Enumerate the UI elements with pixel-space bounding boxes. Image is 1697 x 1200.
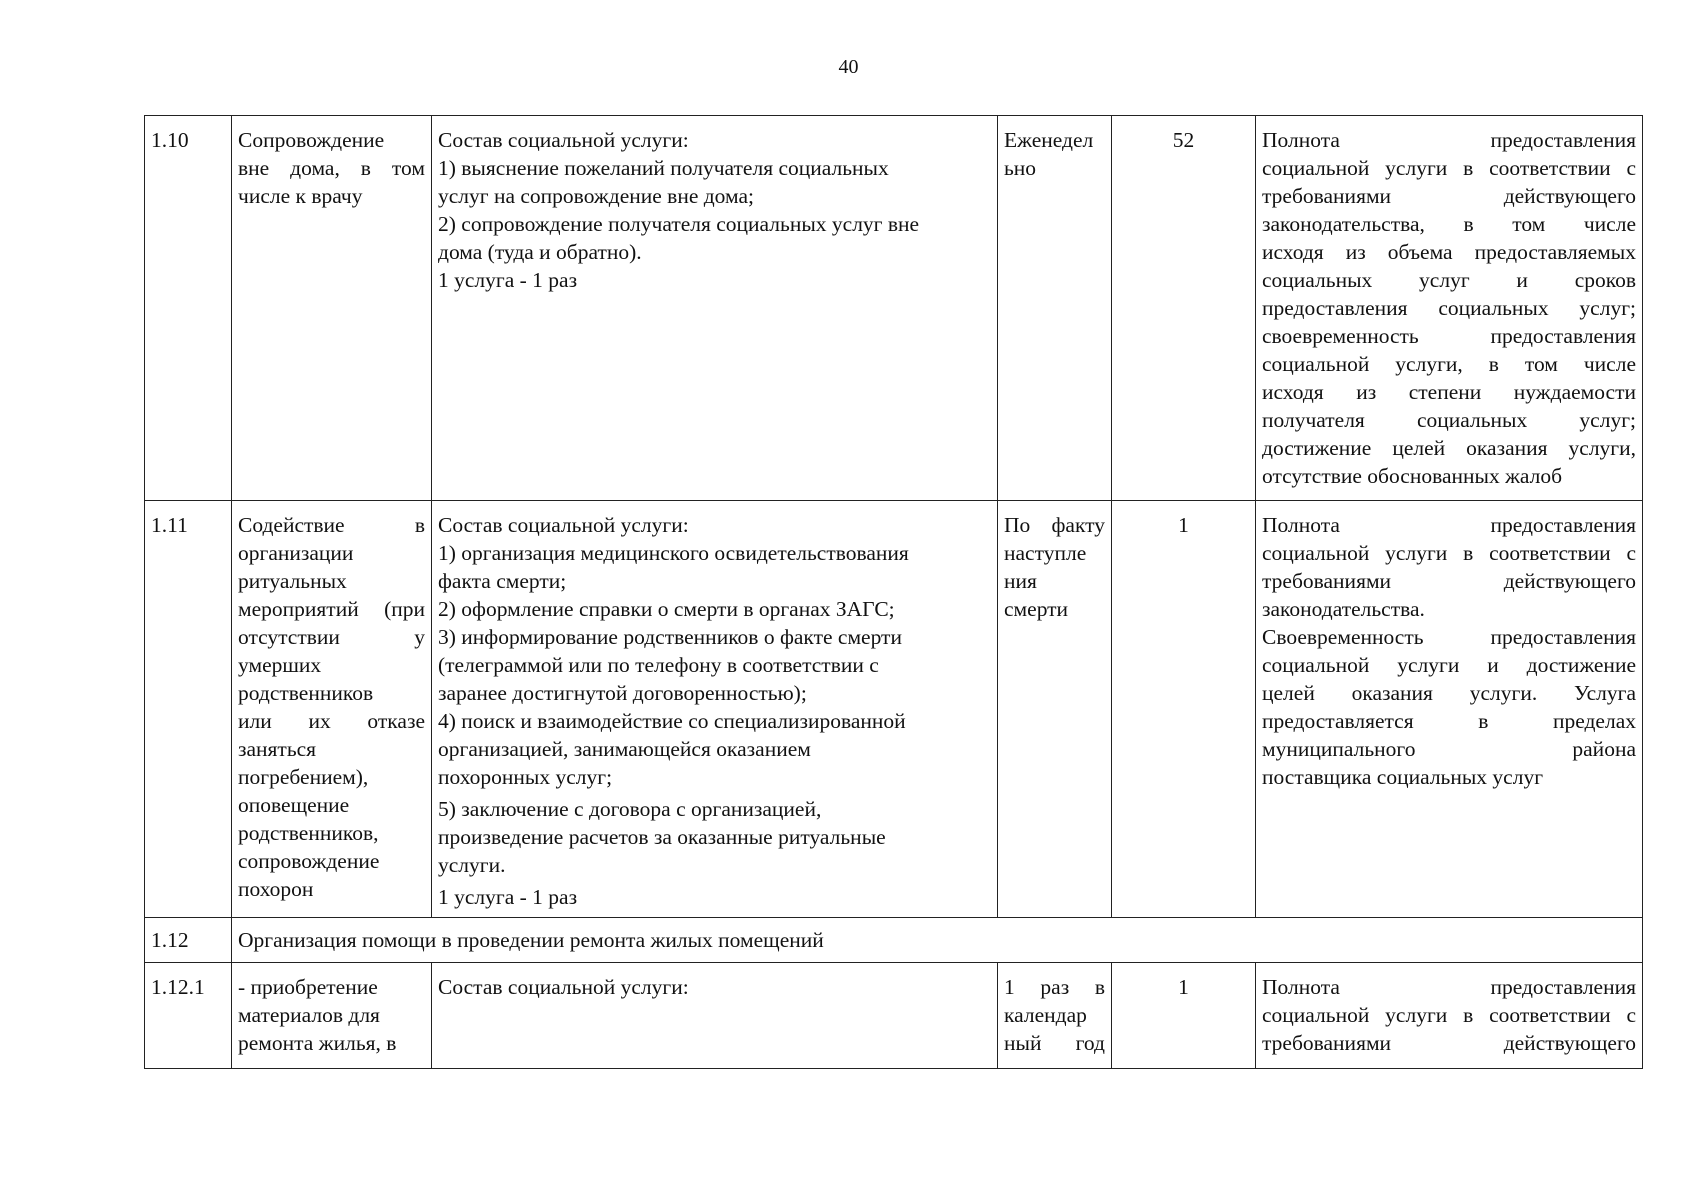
criteria-cell [1256, 116, 1643, 501]
description-line: Состав социальной услуги: [438, 513, 689, 537]
row-number: 1.10 [151, 128, 189, 152]
description-line: 2) оформление справки о смерти в органах ЗАГС; [438, 597, 895, 621]
description-line: произведение расчетов за оказанные ритуальные [438, 825, 886, 849]
section-title: Организация помощи в проведении ремонта жилых помещений [238, 928, 824, 952]
frequency-line: Еженедел [1004, 128, 1094, 152]
criteria-line: Полнота предоставления [1262, 975, 1636, 999]
row-number-cell [145, 963, 232, 1069]
service-name-cell [232, 116, 432, 501]
description-line: заранее достигнутой договоренностью); [438, 681, 807, 705]
description-line: 4) поиск и взаимодействие со специализированной [438, 709, 906, 733]
section-title-cell [232, 918, 1643, 963]
criteria-line: отсутствие обоснованных жалоб [1262, 464, 1563, 488]
description-line: организацией, занимающейся оказанием [438, 737, 811, 761]
table-row [145, 501, 1643, 918]
criteria-line: предоставляется в пределах [1262, 709, 1636, 733]
criteria-cell [1256, 963, 1643, 1069]
criteria-line: требованиями действующего [1262, 184, 1636, 208]
frequency-line: смерти [1004, 597, 1069, 621]
service-name-line: родственников, [238, 821, 379, 845]
description-line: 1 услуга - 1 раз [438, 268, 578, 292]
criteria-line: предоставления социальных услуг; [1262, 296, 1636, 320]
frequency-line: наступле [1004, 541, 1087, 565]
criteria-line: своевременность предоставления [1262, 324, 1636, 348]
criteria-cell [1256, 501, 1643, 918]
quantity-value: 52 [1172, 128, 1195, 152]
row-number: 1.12.1 [151, 975, 205, 999]
service-name-line: заняться [238, 737, 317, 761]
service-name-line: умерших [238, 653, 322, 677]
table-row [145, 963, 1643, 1069]
service-name-line: родственников [238, 681, 374, 705]
service-name-line: ритуальных [238, 569, 347, 593]
page-number: 40 [838, 56, 859, 78]
criteria-line: Полнота предоставления [1262, 513, 1636, 537]
row-number-cell [145, 116, 232, 501]
criteria-line: требованиями действующего [1262, 569, 1636, 593]
service-name-line: ремонта жилья, в [238, 1031, 397, 1055]
frequency-line: ьно [1004, 156, 1037, 180]
service-name-line: числе к врачу [238, 184, 363, 208]
service-name-line: - приобретение [238, 975, 378, 999]
quantity-value: 1 [1178, 513, 1189, 537]
criteria-line: социальных услуг и сроков [1262, 268, 1636, 292]
criteria-line: достижение целей оказания услуги, [1262, 436, 1636, 460]
criteria-line: Полнота предоставления [1262, 128, 1636, 152]
service-name-line: оповещение [238, 793, 350, 817]
service-name-line: материалов для [238, 1003, 380, 1027]
criteria-line: социальной услуги в соответствии с [1262, 156, 1636, 180]
row-number-cell [145, 501, 232, 918]
criteria-line: исходя из степени нуждаемости [1262, 380, 1636, 404]
service-description-cell [432, 116, 998, 501]
frequency-line: ный год [1004, 1031, 1105, 1055]
frequency-cell [998, 116, 1112, 501]
criteria-line: поставщика социальных услуг [1262, 765, 1544, 789]
frequency-cell [998, 501, 1112, 918]
row-number-cell [145, 918, 232, 963]
description-line: услуг на сопровождение вне дома; [438, 184, 755, 208]
description-line: 5) заключение с договора с организацией, [438, 797, 822, 821]
table-row [145, 116, 1643, 501]
service-name-line: Сопровождение [238, 128, 385, 152]
frequency-line: ния [1004, 569, 1037, 593]
frequency-cell [998, 963, 1112, 1069]
criteria-line: социальной услуги в соответствии с [1262, 1003, 1636, 1027]
criteria-line: Своевременность предоставления [1262, 625, 1636, 649]
service-name-line: мероприятий (при [238, 597, 425, 621]
criteria-line: законодательства. [1262, 597, 1425, 621]
service-name-line: вне дома, в том [238, 156, 425, 180]
criteria-line: социальной услуги и достижение [1262, 653, 1636, 677]
description-line: похоронных услуг; [438, 765, 613, 789]
quantity-cell [1112, 116, 1256, 501]
quantity-value: 1 [1178, 975, 1189, 999]
service-name-line: сопровождение [238, 849, 380, 873]
criteria-line: исходя из объема предоставляемых [1262, 240, 1636, 264]
row-number: 1.12 [151, 928, 189, 952]
row-number: 1.11 [151, 513, 188, 537]
description-line: 2) сопровождение получателя социальных услуг вне [438, 212, 920, 236]
service-name-line: организации [238, 541, 354, 565]
description-line: услуги. [438, 853, 506, 877]
frequency-line: календар [1004, 1003, 1087, 1027]
criteria-line: муниципального района [1262, 737, 1636, 761]
description-line: (телеграммой или по телефону в соответствии с [438, 653, 879, 677]
criteria-line: законодательства, в том числе [1262, 212, 1636, 236]
criteria-line: социальной услуги в соответствии с [1262, 541, 1636, 565]
service-name-line: похорон [238, 877, 314, 901]
description-line: факта смерти; [438, 569, 567, 593]
description-line: Состав социальной услуги: [438, 975, 689, 999]
description-line: 1) организация медицинского освидетельствования [438, 541, 909, 565]
service-name-line: или их отказе [238, 709, 425, 733]
services-table [144, 115, 1643, 1069]
criteria-line: целей оказания услуги. Услуга [1262, 681, 1636, 705]
quantity-cell [1112, 963, 1256, 1069]
service-name-cell [232, 501, 432, 918]
service-description-cell [432, 501, 998, 918]
description-line: Состав социальной услуги: [438, 128, 689, 152]
criteria-line: требованиями действующего [1262, 1031, 1636, 1055]
table-row [145, 918, 1643, 963]
service-name-cell [232, 963, 432, 1069]
criteria-line: получателя социальных услуг; [1262, 408, 1636, 432]
frequency-line: По факту [1004, 513, 1105, 537]
service-description-cell [432, 963, 998, 1069]
description-line: 1) выяснение пожеланий получателя социальных [438, 156, 889, 180]
description-line: 1 услуга - 1 раз [438, 885, 578, 909]
frequency-line: 1 раз в [1004, 975, 1105, 999]
service-name-line: отсутствии у [238, 625, 425, 649]
criteria-line: социальной услуги, в том числе [1262, 352, 1636, 376]
description-line: дома (туда и обратно). [438, 240, 642, 264]
service-name-line: Содействие в [238, 513, 425, 537]
description-line: 3) информирование родственников о факте смерти [438, 625, 902, 649]
service-name-line: погребением), [238, 765, 369, 789]
quantity-cell [1112, 501, 1256, 918]
